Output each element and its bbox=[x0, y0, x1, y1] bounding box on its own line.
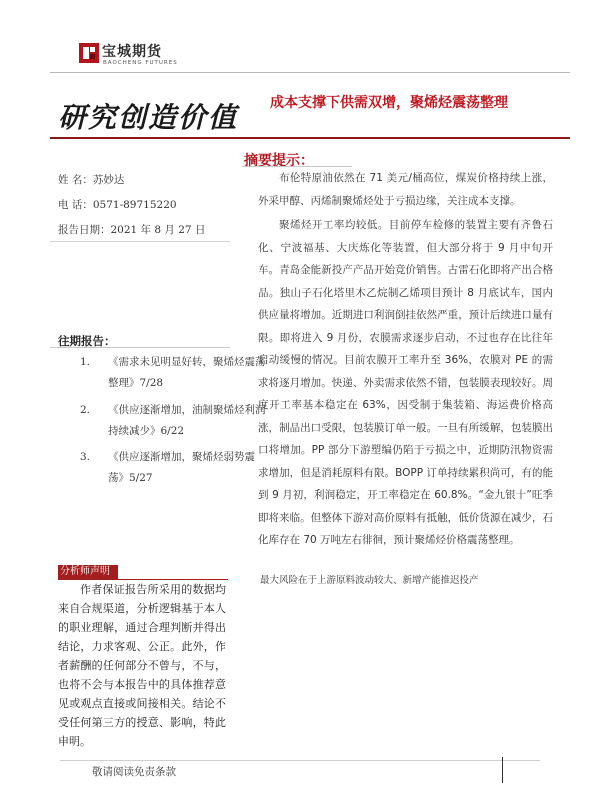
analyst-statement-text: 作者保证报告所采用的数据均来自合规渠道，分析逻辑基于本人的职业理解，通过合理判断并得出结论，力求客观、公正。此外，作者薪酬的任何部分不曾与，不与，也将不会与本报告中的具体推荐意见或观点直接或间接相关。结论不受任何第三方的授意、影响，特此申明。 bbox=[58, 583, 226, 748]
footer-separator bbox=[502, 757, 503, 783]
previous-report-title[interactable]: 《供应逐渐增加，油制聚烯烃利润持续减少》6/22 bbox=[108, 404, 266, 437]
footer-divider bbox=[60, 760, 540, 761]
phone-row bbox=[58, 197, 177, 212]
report-title: 成本支撑下供需双增，聚烯烃震荡整理 bbox=[270, 95, 508, 111]
phone-label: 电 话： bbox=[58, 199, 93, 211]
previous-report-number: 1. bbox=[80, 356, 91, 368]
logo-name-cn: 宝城期货 bbox=[102, 44, 162, 60]
logo-name-en: BAOCHENG FUTURES bbox=[103, 60, 178, 66]
author-name: 苏妙达 bbox=[92, 174, 125, 186]
previous-report-number: 3. bbox=[80, 451, 91, 463]
disclaimer-link[interactable]: 敬请阅读免责条款 bbox=[92, 766, 176, 778]
baocheng-logo-icon bbox=[78, 42, 100, 64]
header-divider bbox=[50, 72, 570, 73]
previous-report-title[interactable]: 《需求未见明显好转，聚烯烃震荡整理》7/28 bbox=[108, 356, 266, 389]
report-date: 2021 年 8 月 27 日 bbox=[110, 224, 206, 236]
phone-number: 0571-89715220 bbox=[92, 199, 177, 211]
date-row bbox=[58, 222, 205, 237]
company-logo bbox=[78, 40, 228, 72]
previous-reports-divider bbox=[50, 347, 230, 348]
slogan: 研究创造价值 bbox=[58, 101, 239, 134]
analyst-statement-tag: 分析师声明 bbox=[58, 565, 118, 579]
author-row bbox=[58, 172, 124, 187]
info-divider bbox=[50, 241, 230, 242]
summary-paragraph-cost: 布伦特原油依然在 71 美元/桶高位，煤炭价格持续上涨，外采甲醇、丙烯制聚烯烃处于亏损边缘，关注成本支撑。 bbox=[258, 172, 553, 207]
previous-reports-heading: 往期报告： bbox=[58, 334, 116, 348]
author-label: 姓 名： bbox=[58, 174, 93, 186]
date-label: 报告日期： bbox=[58, 224, 111, 236]
title-divider bbox=[50, 137, 570, 139]
previous-report-title[interactable]: 《供应逐渐增加，聚烯烃弱势震荡》5/27 bbox=[108, 451, 255, 484]
previous-report-number: 2. bbox=[80, 404, 91, 416]
summary-heading: 摘要提示： bbox=[244, 153, 314, 169]
risk-statement: 最大风险在于上游原料波动较大、新增产能推迟投产 bbox=[260, 575, 479, 586]
summary-paragraph-supply-demand: 聚烯烃开工率均较低。目前停车检修的装置主要有齐鲁石化、宁波福基、大庆炼化等装置，但大部分将于 9 月中旬开车。青岛金能新投产产品开始竞价销售。古雷石化即将产出合格品。独山子石化塔里木乙烷制乙烯项目预计 8 月底试车，国内供应量将增加。近期进口利润倒挂依然严重，预计后续进口量有限。即将进入 9 月份，农膜需求逐步启动，不过也存在比往年启动缓慢的情况。目前农膜开工率升至 36%，农膜对 PE 的需求将逐月增加。快递、外卖需求依然不错，包装膜表现较好。周度开工率基本稳定在 63%，因受制于集装箱、海运费价格高涨，制品出口受限，包装膜订单一般。一旦有所缓解，包装膜出口将增加。PP 部分下游塑编仍陷于亏损之中，近期防汛物资需求增加，但是消耗原料有限。BOPP 订单持续累积尚可，有的能到 9 月初，利润稳定，开工率稳定在 60.8%。“金九银十”旺季即将来临。但整体下游对高价原料有抵触，低价货源在减少，石化库存在 70 万吨左右徘徊，预计聚烯烃价格震荡整理。 bbox=[258, 219, 553, 546]
